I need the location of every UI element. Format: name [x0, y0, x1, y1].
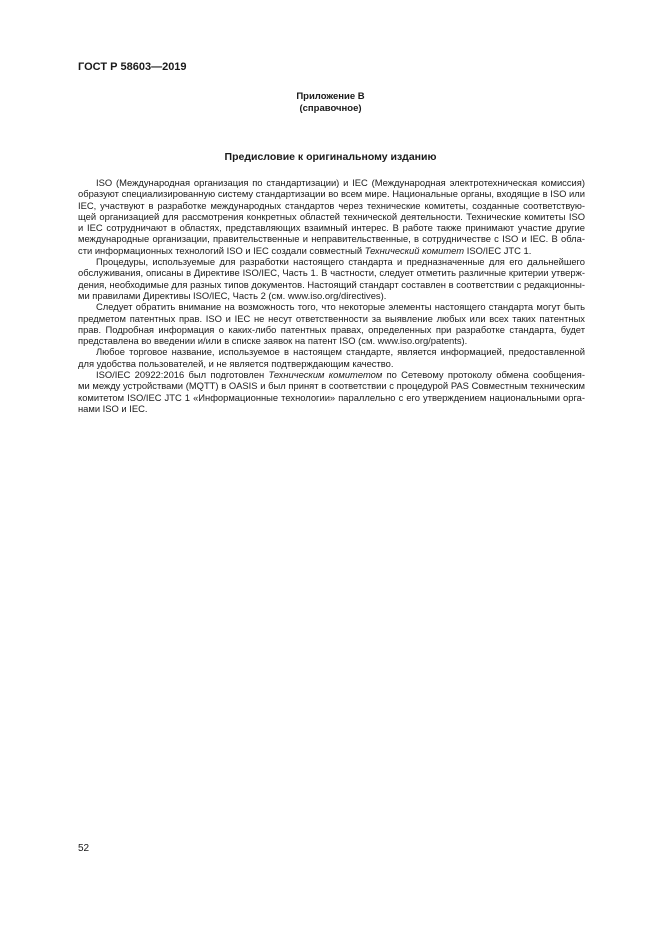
italic-term: Технический комитет [364, 244, 465, 256]
text-segment: предметом патентных прав. ISO и IEC не несут ответственности за выявление любых или всех таких патентных [78, 312, 585, 324]
text-line [78, 346, 585, 357]
text-segment: прав. Подробная информация о каких-либо патентных правах, определенных при разработке стандарта, будет [78, 323, 585, 335]
standard-header: ГОСТ Р 58603—2019 [78, 61, 187, 73]
text-segment: комитетом ISO/IEC JTC 1 «Информационные технологии» параллельно с его утверждением национальными орга- [78, 391, 585, 403]
text-segment: Процедуры, используемые для разработки настоящего стандарта и предназначенные для его дальнейшего [96, 256, 585, 268]
text-line [78, 380, 585, 391]
text-line [78, 403, 585, 414]
text-line [78, 335, 585, 346]
text-line [78, 256, 585, 267]
text-segment: Следует обратить внимание на возможность того, что некоторые элементы настоящего стандарта могут быть [96, 301, 585, 313]
page-number: 52 [78, 843, 90, 854]
text-line [78, 392, 585, 403]
text-segment: образуют специализированную систему стандартизации во всем мире. Национальные органы, входящие в ISO или [78, 188, 585, 200]
annex-label: Приложение В [296, 91, 365, 102]
text-line [78, 313, 585, 324]
text-line [78, 358, 585, 369]
paragraph [78, 177, 585, 256]
text-segment: для удобства пользователей, и не является подтверждающим качество. [78, 357, 394, 369]
text-segment: щей организацией для рассмотрения конкретных областей технической деятельности. Технические комитеты ISO [78, 210, 585, 222]
italic-term: Техническим комитетом [268, 369, 383, 381]
text-segment: ми между устройствами (MQTT) в OASIS и был принят в соответствии с процедурой PAS Совместным техническим [78, 380, 585, 392]
text-line [78, 301, 585, 312]
text-line [78, 233, 585, 244]
text-segment: сти информационных технологий ISO и IEC создали совместный [78, 244, 365, 256]
text-segment: обслуживания, описаны в Директиве ISO/IEC, Часть 1. В частности, следует отметить различные критерии утверж- [78, 267, 585, 279]
paragraph [78, 346, 585, 369]
text-segment: ISO/IEC JTC 1. [464, 244, 532, 256]
text-line [78, 177, 585, 188]
paragraph [78, 301, 585, 346]
text-segment: ISO/IEC 20922:2016 был подготовлен [96, 369, 269, 381]
text-segment: Любое торговое название, используемое в настоящем стандарте, является информацией, предоставленной [96, 346, 585, 358]
text-line [78, 267, 585, 278]
text-segment: ми правилами Директивы ISO/IEC, Часть 2 (см. www.iso.org/directives). [78, 289, 387, 301]
text-segment: нами ISO и IEC. [78, 402, 148, 414]
text-line [78, 200, 585, 211]
text-line [78, 188, 585, 199]
paragraph [78, 256, 585, 301]
paragraph [78, 369, 585, 414]
text-line [78, 324, 585, 335]
body-text [78, 177, 585, 414]
text-segment: IEC, участвуют в разработке международных стандартов через технические комитеты, созданные соответствую- [78, 199, 585, 211]
text-segment: ISO (Международная организация по стандартизации) и IEC (Международная электротехническая комиссия) [96, 177, 585, 188]
text-line [78, 222, 585, 233]
text-line [78, 290, 585, 301]
text-line [78, 279, 585, 290]
annex-note: (справочное) [299, 103, 362, 114]
text-line [78, 211, 585, 222]
text-line [78, 369, 585, 380]
section-title: Предисловие к оригинальному изданию [224, 151, 437, 163]
text-segment: дения, необходимые для разных типов документов. Настоящий стандарт составлен в соответствии с редакционны- [78, 278, 585, 290]
text-segment: международные организации, правительственные и неправительственные, в сотрудничестве с ISO и IEC. В обла- [78, 233, 585, 245]
text-segment: по Сетевому протоколу обмена сообщения- [382, 369, 585, 381]
text-segment: и IEC сотрудничают в областях, представляющих взаимный интерес. В работе также принимают участие другие [78, 222, 585, 234]
text-line [78, 245, 585, 256]
annex-heading [0, 91, 661, 115]
text-segment: представлена во введении и/или в списке заявок на патент ISO (см. www.iso.org/patents). [78, 335, 468, 347]
